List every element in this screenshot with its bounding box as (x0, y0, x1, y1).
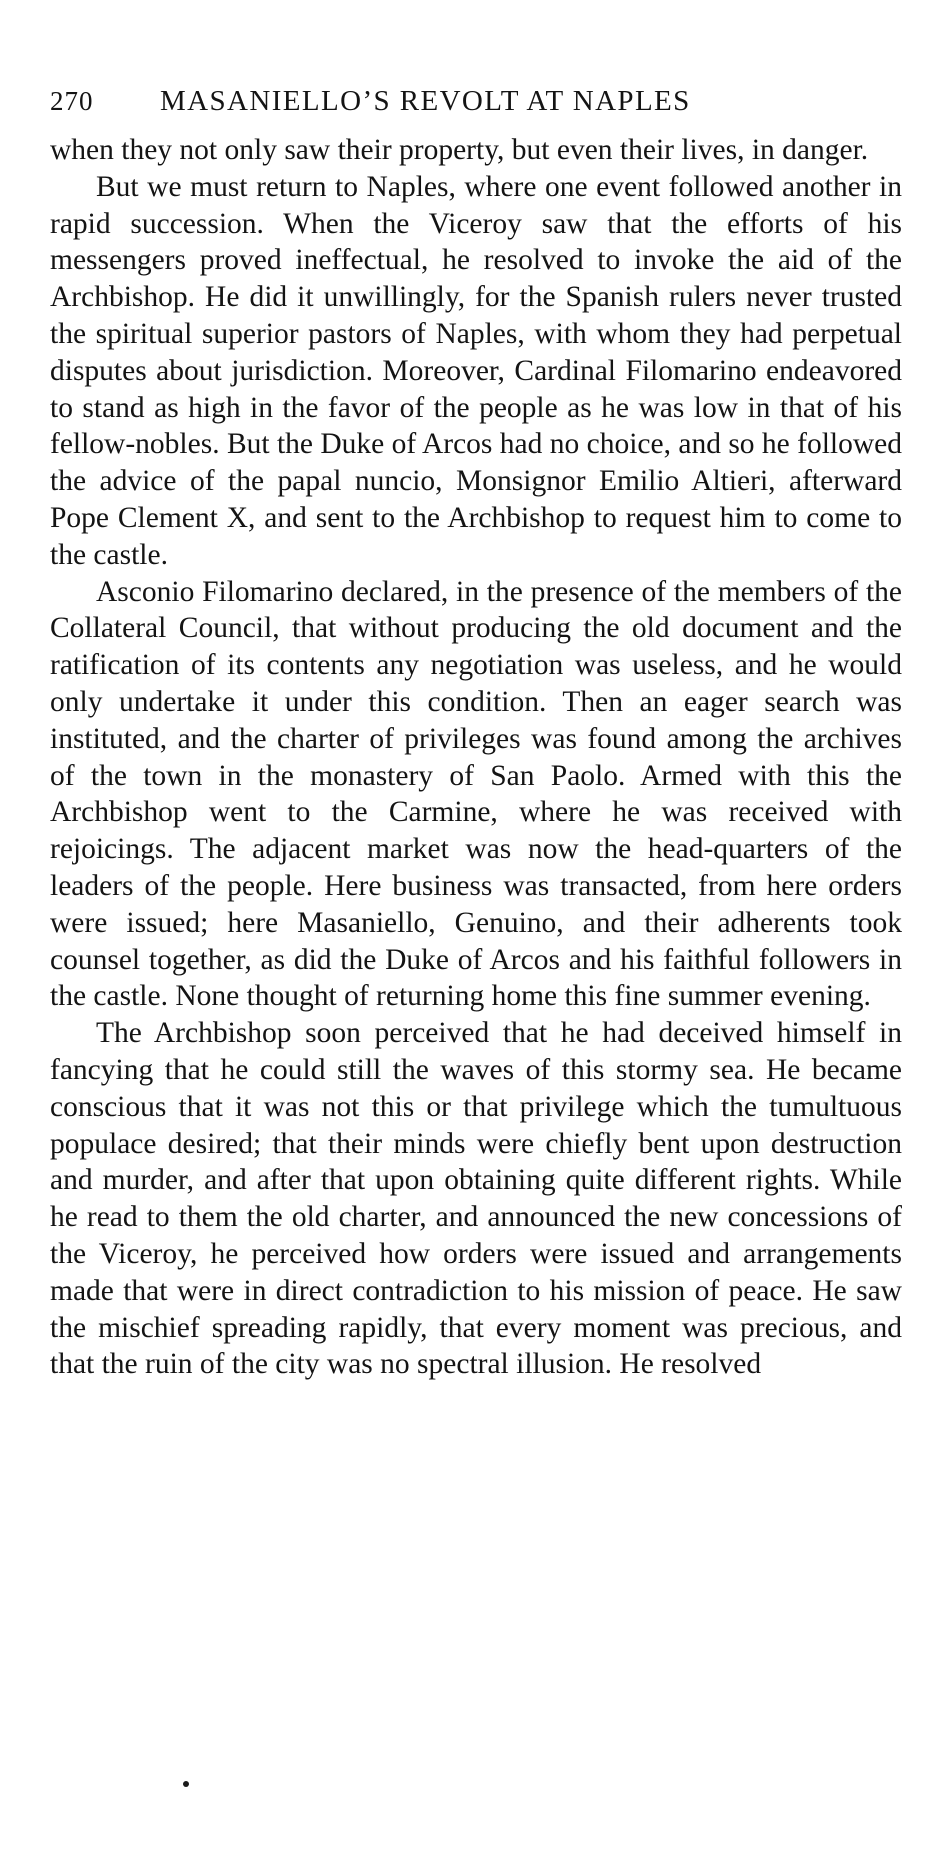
book-page (50, 85, 902, 1383)
paragraph-filomarino-charter: Asconio Filomarino declared, in the presence of the members of the Collateral Council, that without producing the old document and the ratification of its contents any negotiation was useless, and he would only undertake it under this condition. Then an eager search was instituted, and the charter of privileges was found among the archives of the town in the monastery of San Paolo. Armed with this the Archbishop went to the Carmine, where he was received with rejoicings. The adjacent market was now the head-quarters of the leaders of the people. Here business was transacted, from here orders were issued; here Masaniello, Genuino, and their adherents took counsel together, as did the Duke of Arcos and his faithful followers in the castle. None thought of returning home this fine summer evening. (50, 575, 902, 1013)
body-text (50, 132, 902, 1383)
paragraph-archbishop-perceived: The Archbishop soon perceived that he had deceived himself in fancying that he could still the waves of this stormy sea. He became conscious that it was not this or that privilege which the tumultuous populace desired; that their minds were chiefly bent upon destruction and murder, and after that upon obtaining quite different rights. While he read to them the old charter, and announced the new concessions of the Viceroy, he perceived how orders were issued and arrangements made that were in direct contradiction to his mission of peace. He saw the mischief spreading rapidly, that every moment was precious, and that the ruin of the city was no spectral illusion. He resolved (50, 1017, 902, 1381)
running-title: MASANIELLO’S REVOLT AT NAPLES (160, 85, 691, 117)
paragraph-continued: when they not only saw their property, but even their lives, in danger. (50, 134, 869, 166)
page-number: 270 (50, 86, 94, 116)
paragraph-viceroy-archbishop: But we must return to Naples, where one event followed another in rapid succession. When the Viceroy saw that the efforts of his messengers proved ineffectual, he resolved to invoke the aid of the Archbishop. He did it unwillingly, for the Spanish rulers never trusted the spiritual superior pastors of Naples, with whom they had perpetual disputes about jurisdiction. Moreover, Cardinal Filomarino endeavored to stand as high in the favor of the people as he was low in that of his fellow-nobles. But the Duke of Arcos had no choice, and so he followed the advice of the papal nuncio, Monsignor Emilio Altieri, afterward Pope Clement X, and sent to the Archbishop to request him to come to the castle. (50, 170, 903, 571)
running-head (50, 85, 902, 127)
ink-speck (183, 1781, 189, 1787)
